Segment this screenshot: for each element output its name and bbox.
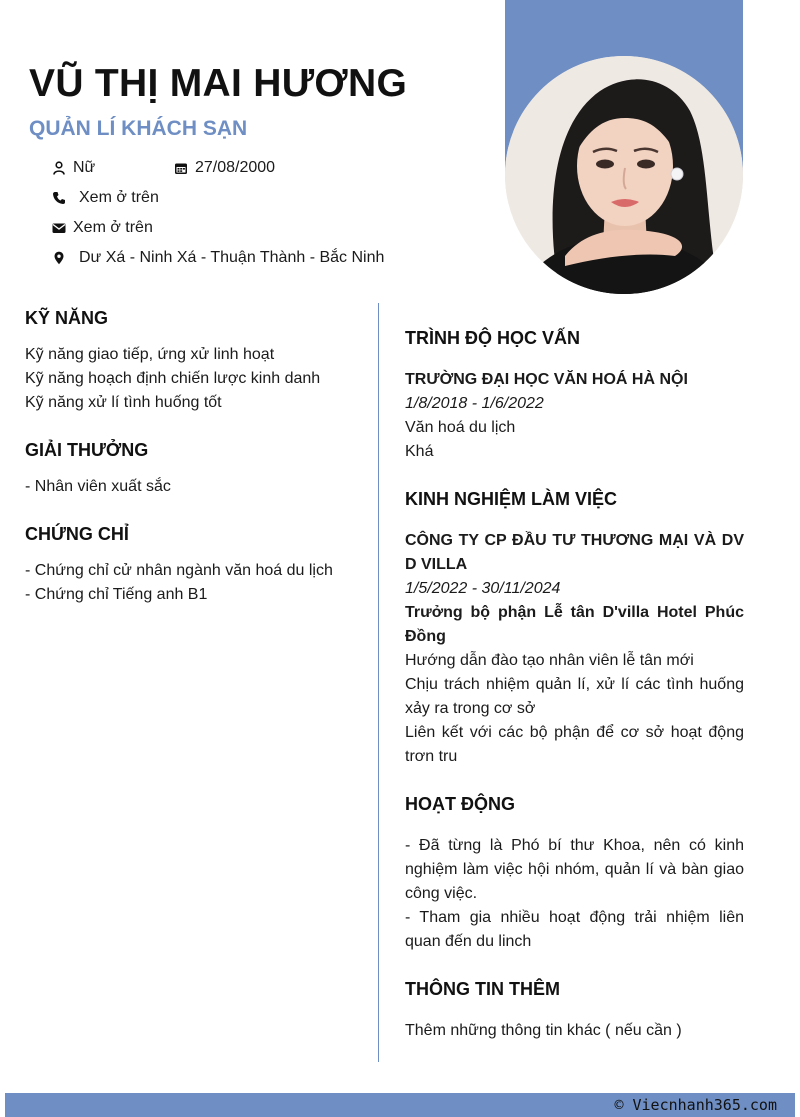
- avatar: [505, 56, 743, 294]
- envelope-icon: [52, 221, 66, 235]
- certificate-item: - Chứng chỉ cử nhân ngành văn hoá du lịch: [25, 562, 333, 579]
- candidate-name: VŨ THỊ MAI HƯƠNG: [29, 62, 408, 105]
- calendar-icon: [174, 161, 188, 175]
- additional-info-heading: THÔNG TIN THÊM: [405, 979, 560, 999]
- education-grade: Khá: [405, 443, 434, 460]
- location-pin-icon: [52, 251, 66, 265]
- experience-period: 1/5/2022 - 30/11/2024: [405, 580, 561, 597]
- activity-item: - Đã từng là Phó bí thư Khoa, nên có kinh nghiệm làm việc hội nhóm, quản lí và bàn giao công việc.: [405, 837, 744, 902]
- gender-row: [52, 159, 95, 177]
- phone-value: Xem ở trên: [79, 189, 159, 206]
- birthday-row: [174, 159, 275, 177]
- additional-info-text: Thêm những thông tin khác ( nếu cần ): [405, 1022, 682, 1039]
- skill-item: Kỹ năng giao tiếp, ứng xử linh hoạt: [25, 346, 275, 363]
- gender-value: Nữ: [73, 159, 96, 176]
- job-title: QUẢN LÍ KHÁCH SẠN: [29, 117, 248, 140]
- portrait-illustration: [505, 56, 743, 294]
- phone-row: [52, 189, 159, 207]
- email-value: Xem ở trên: [73, 219, 153, 236]
- column-divider: [378, 303, 379, 1062]
- duty-item: Chịu trách nhiệm quản lí, xử lí các tình huống xảy ra trong cơ sở: [405, 676, 744, 717]
- education-heading: TRÌNH ĐỘ HỌC VẤN: [405, 328, 580, 348]
- duty-item: Liên kết với các bộ phận để cơ sở hoạt động trơn tru: [405, 724, 744, 765]
- person-icon: [52, 161, 66, 175]
- email-row: [52, 219, 153, 237]
- address-row: [52, 249, 384, 267]
- birthday-value: 27/08/2000: [195, 159, 276, 176]
- skill-item: Kỹ năng hoạch định chiến lược kinh danh: [25, 370, 321, 387]
- skill-item: Kỹ năng xử lí tình huống tốt: [25, 394, 222, 411]
- education-major: Văn hoá du lịch: [405, 419, 516, 436]
- company-name: CÔNG TY CP ĐẦU TƯ THƯƠNG MẠI VÀ DV D VILLA: [405, 532, 744, 573]
- activity-item: - Tham gia nhiều hoạt động trải nhiệm liên quan đến du linch: [405, 909, 744, 950]
- footer-bar: [5, 1093, 795, 1117]
- certificates-heading: CHỨNG CHỈ: [25, 524, 129, 544]
- phone-icon: [52, 191, 66, 205]
- duty-item: Hướng dẫn đào tạo nhân viên lễ tân mới: [405, 652, 694, 669]
- school-name: TRƯỜNG ĐẠI HỌC VĂN HOÁ HÀ NỘI: [405, 371, 688, 388]
- award-item: - Nhân viên xuất sắc: [25, 478, 171, 495]
- certificate-item: - Chứng chỉ Tiếng anh B1: [25, 586, 208, 603]
- job-position: Trưởng bộ phận Lễ tân D'villa Hotel Phúc Đồng: [405, 604, 744, 645]
- skills-heading: KỸ NĂNG: [25, 308, 109, 328]
- activities-heading: HOẠT ĐỘNG: [405, 794, 515, 814]
- experience-heading: KINH NGHIỆM LÀM VIỆC: [405, 489, 618, 509]
- awards-heading: GIẢI THƯỞNG: [25, 440, 149, 460]
- address-value: Dư Xá - Ninh Xá - Thuận Thành - Bắc Ninh: [79, 249, 385, 266]
- footer-watermark: © Viecnhanh365.com: [614, 1096, 777, 1114]
- education-period: 1/8/2018 - 1/6/2022: [405, 395, 544, 412]
